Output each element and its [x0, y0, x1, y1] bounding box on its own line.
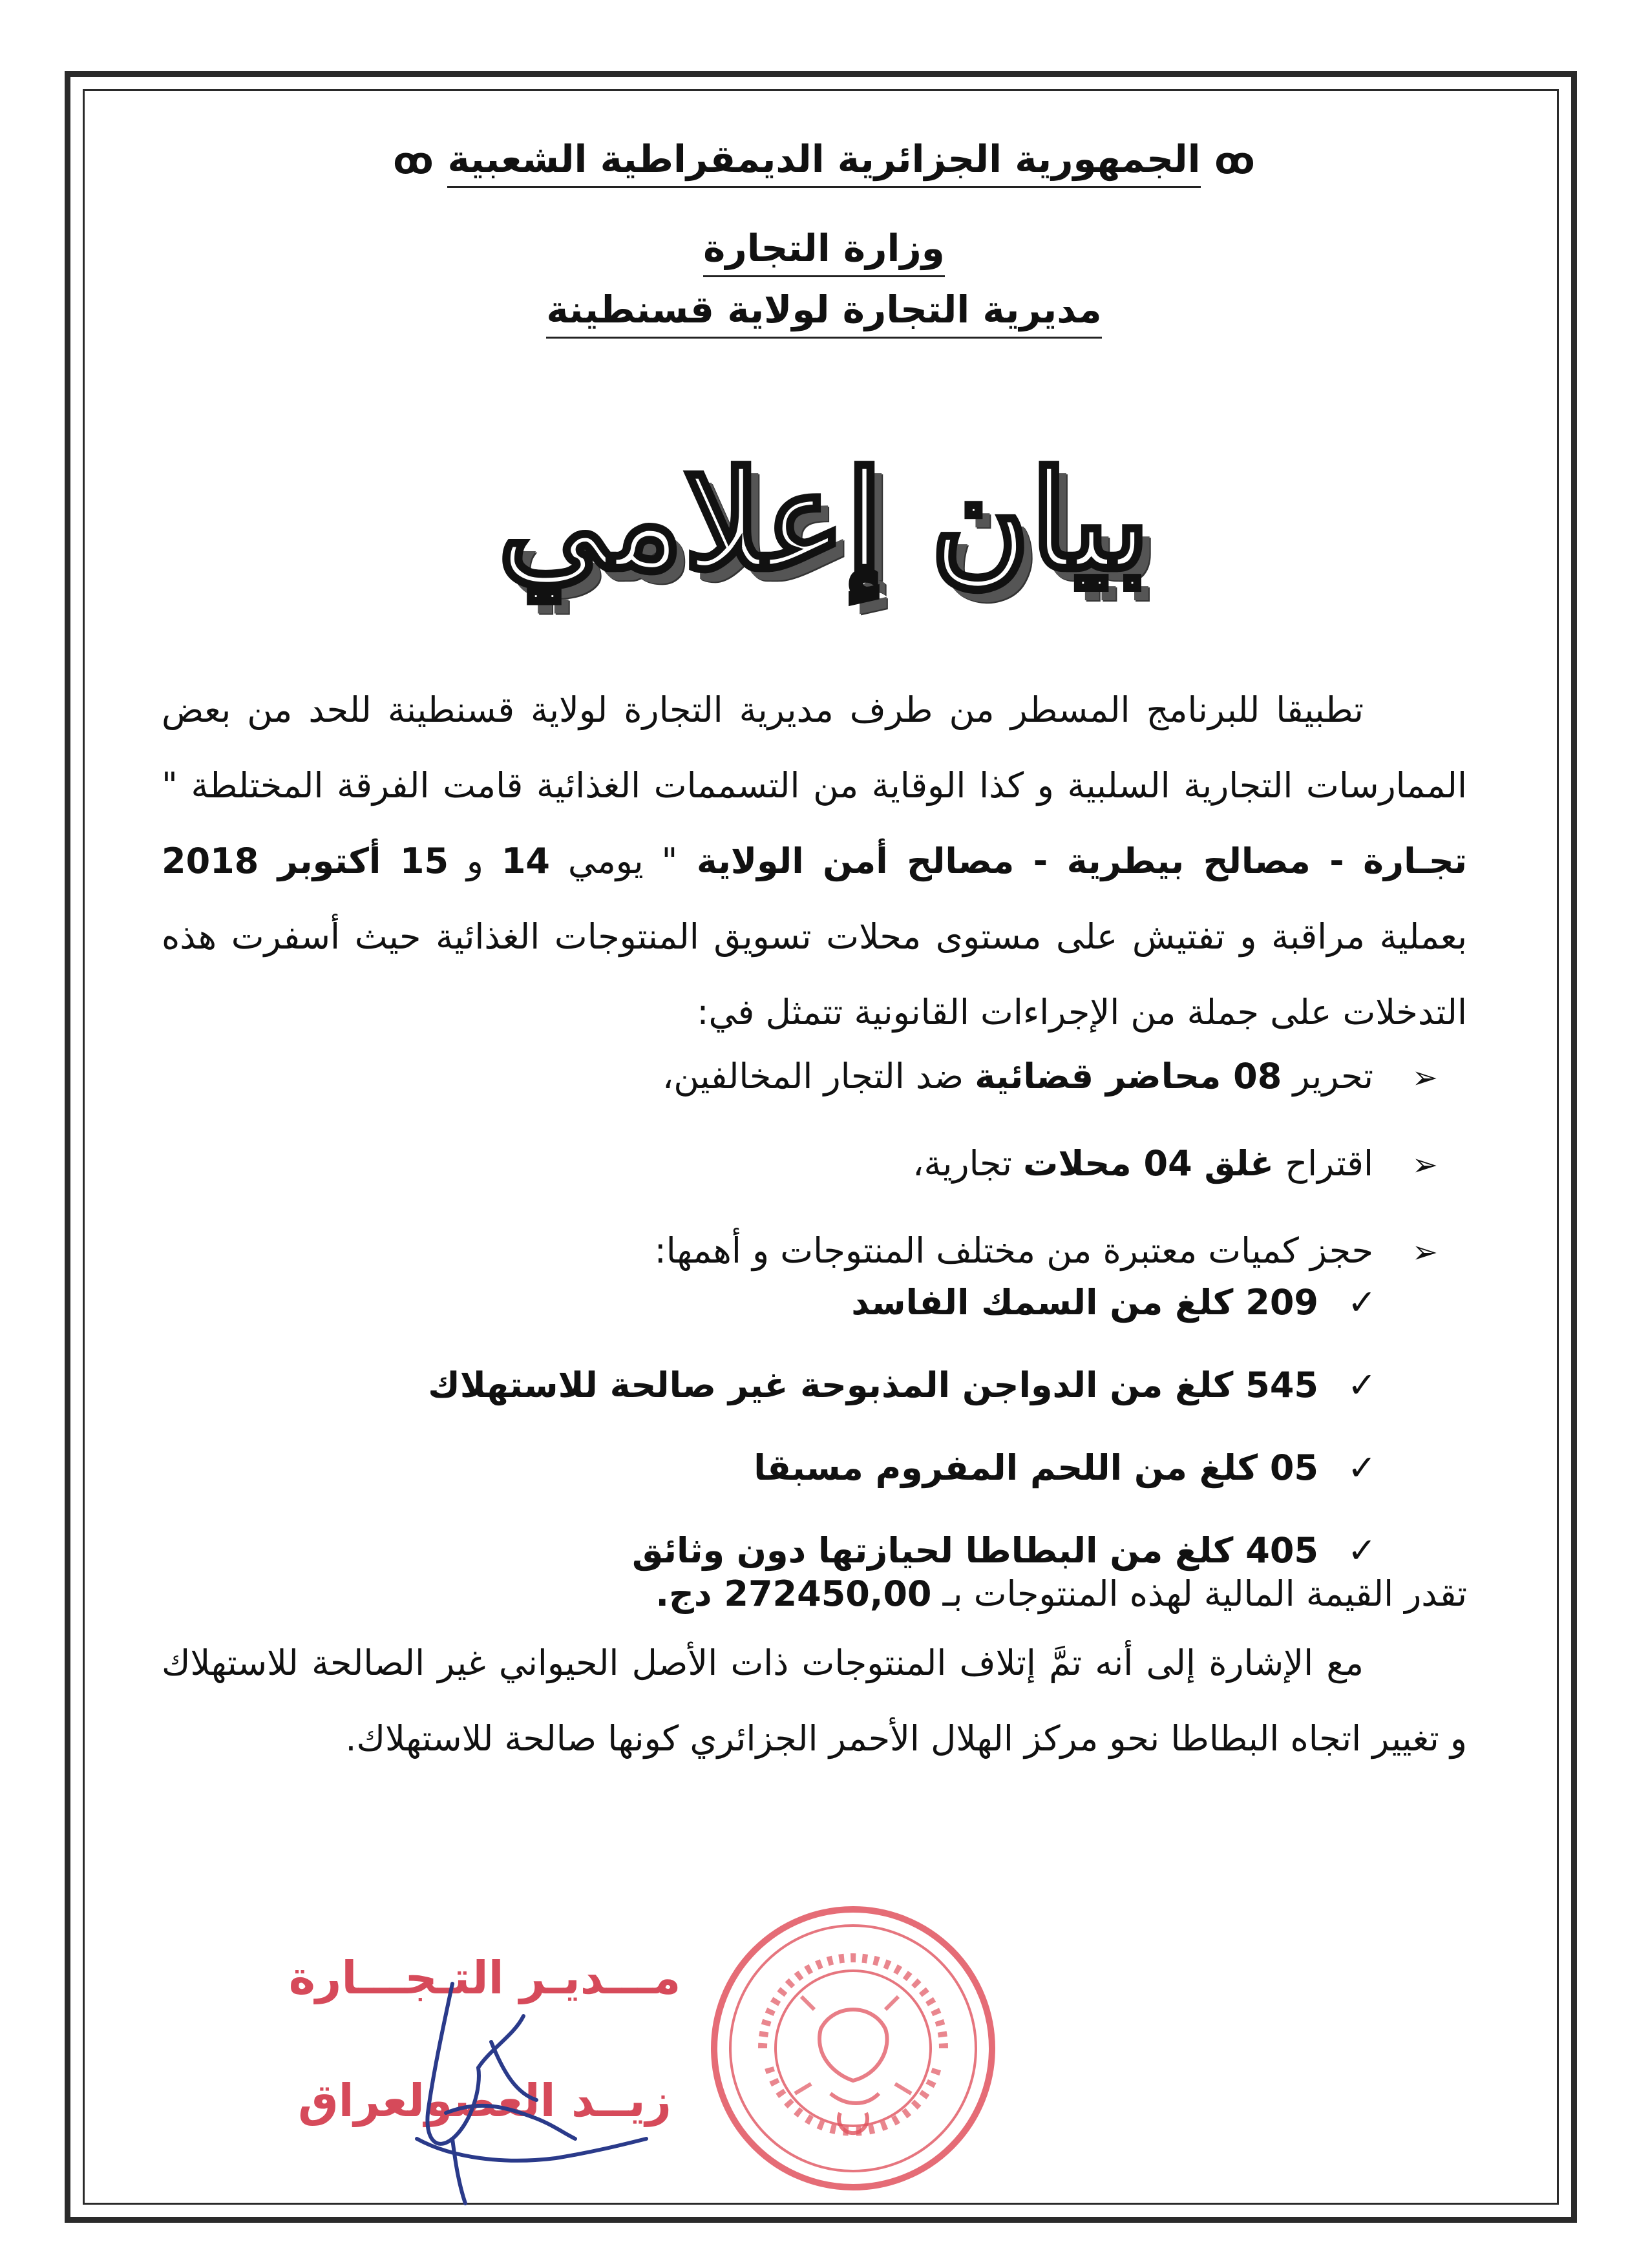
ministry-name: وزارة التجارة — [703, 226, 945, 277]
measure-text: ضد التجار المخالفين، — [662, 1056, 975, 1097]
list-item — [132, 1033, 1438, 1120]
directorate-name: مديرية التجارة لولاية قسنطينة — [546, 288, 1101, 339]
header-ministry — [0, 226, 1648, 277]
arrow-bullet-icon: ➢ — [1411, 1060, 1438, 1096]
signatory-name: زيــد العصولعراق — [298, 2074, 671, 2127]
measure-text: تجارية، — [913, 1143, 1024, 1184]
signatory-title: مـــديـر التـجـــارة — [288, 1951, 681, 2004]
ornament-left-icon: ꝏ — [393, 140, 434, 183]
stamp-seal-icon — [685, 1900, 1021, 2197]
seizure-text: 405 كلغ من البطاطا لحيازتها دون وثائق — [632, 1530, 1318, 1571]
country-name: الجمهورية الجزائرية الديمقراطية الشعبية — [447, 137, 1200, 188]
measure-bold: غلق 04 محلات — [1023, 1143, 1274, 1184]
intro-text-2: " يومي — [549, 841, 678, 881]
intro-date: أكتوبر 2018 — [162, 841, 400, 881]
handwritten-signature-icon — [259, 1945, 711, 2216]
value-paragraph — [162, 1556, 1467, 1632]
list-item — [71, 1261, 1377, 1344]
value-amount: 272450,00 دج. — [655, 1573, 932, 1614]
intro-text-1: تطبيقا للبرنامج المسطر من طرف مديرية التجارة لولاية قسنطينة للحد من بعض الممارسات التجارية السلبية و كذا الوقاية من التسممات الغذائية قامت الفرقة المختلطة " — [162, 689, 1467, 806]
intro-teams: تجـارة - مصالح بيطرية - مصالح أمن الولاية — [677, 841, 1468, 881]
measure-text: اقتراح — [1274, 1143, 1373, 1184]
list-item — [132, 1120, 1438, 1207]
seizure-text: 05 كلغ من اللحم المفروم مسبقا — [754, 1447, 1318, 1488]
intro-text-3: بعملية مراقبة و تفتيش على مستوى محلات تسويق المنتوجات الغذائية حيث أسفرت هذه التدخلات على جملة من الإجراءات القانونية تتمثل في: — [162, 916, 1467, 1033]
header-directorate — [0, 288, 1648, 339]
page-title: بيان إعلامي — [498, 441, 1150, 600]
measures-list — [132, 1033, 1438, 1294]
intro-and: و — [449, 841, 502, 881]
check-icon: ✓ — [1347, 1282, 1377, 1323]
check-icon: ✓ — [1347, 1365, 1377, 1405]
measure-text: حجز كميات معتبرة من مختلف المنتوجات و أهمها: — [654, 1230, 1373, 1271]
check-icon: ✓ — [1347, 1447, 1377, 1488]
arrow-bullet-icon: ➢ — [1411, 1234, 1438, 1270]
list-item — [71, 1427, 1377, 1509]
seizures-list — [71, 1261, 1377, 1592]
measure-text: تحرير — [1282, 1056, 1373, 1097]
check-icon: ✓ — [1347, 1530, 1377, 1571]
measure-bold: 08 محاضر قضائية — [975, 1056, 1282, 1097]
official-stamp — [685, 1900, 1021, 2197]
signature-block — [259, 1945, 711, 2216]
intro-day-1: 14 — [501, 841, 550, 881]
ornament-right-icon: ꝏ — [1214, 140, 1255, 183]
intro-paragraph — [162, 672, 1467, 1050]
list-item — [71, 1344, 1377, 1427]
header-country — [0, 137, 1648, 188]
value-text: تقدر القيمة المالية لهذه المنتوجات بـ — [931, 1573, 1467, 1614]
intro-day-2: 15 — [399, 841, 449, 881]
seizure-text: 545 كلغ من الدواجن المذبوحة غير صالحة للاستهلاك — [428, 1365, 1318, 1405]
note-paragraph — [162, 1625, 1467, 1776]
arrow-bullet-icon: ➢ — [1411, 1147, 1438, 1183]
note-text: مع الإشارة إلى أنه تمَّ إتلاف المنتوجات ذات الأصل الحيواني غير الصالحة للاستهلاك و تغيير اتجاه البطاطا نحو مركز الهلال الأحمر الجزائري كونها صالحة للاستهلاك. — [162, 1643, 1467, 1759]
seizure-text: 209 كلغ من السمك الفاسد — [851, 1282, 1318, 1323]
